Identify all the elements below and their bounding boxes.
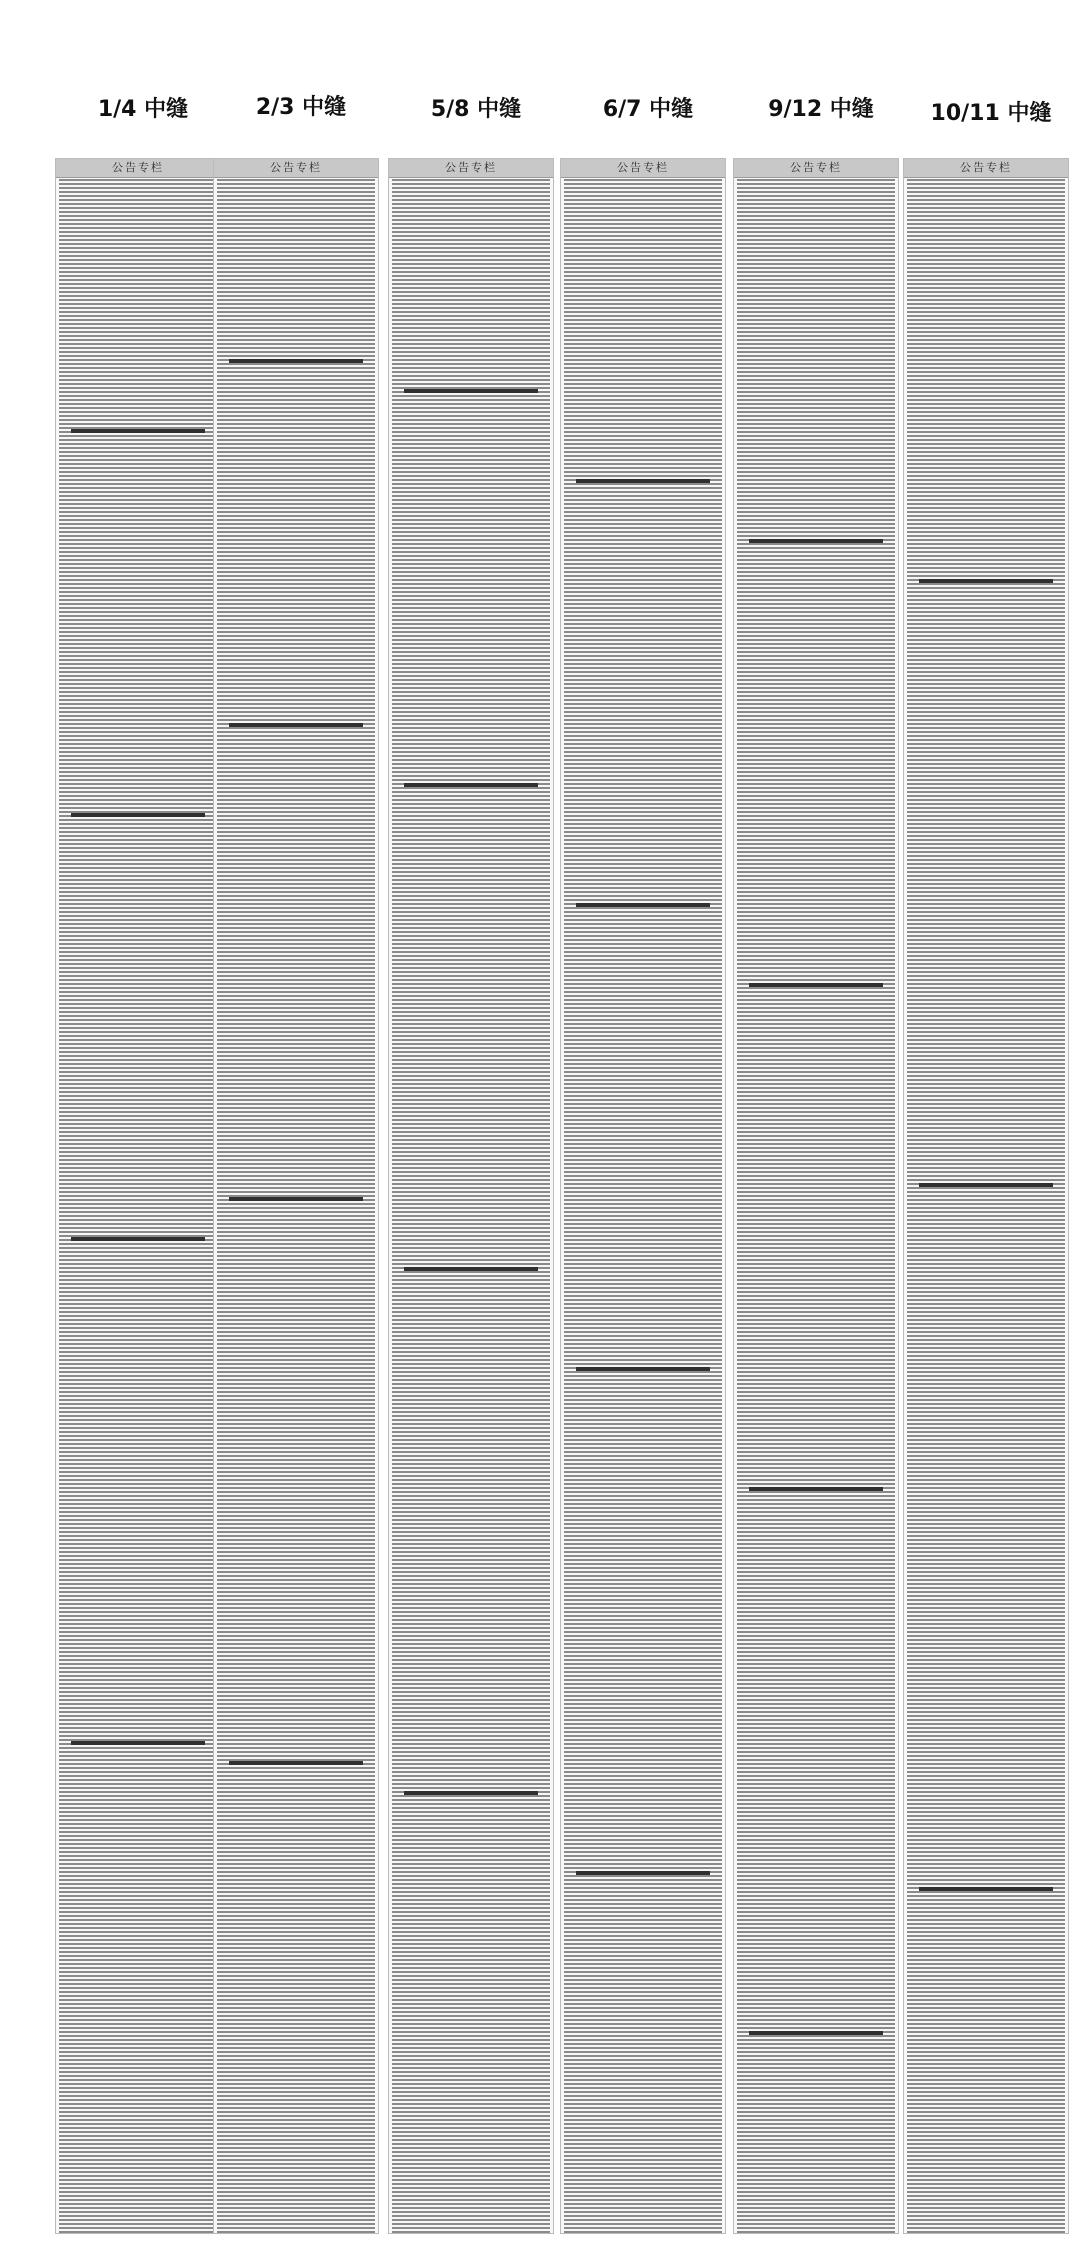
notice-text-block	[217, 179, 375, 2233]
court-heading	[749, 983, 883, 987]
column-2-3	[213, 0, 389, 2254]
notice-page	[55, 158, 221, 2234]
court-heading	[71, 429, 205, 433]
notice-banner: 公告专栏	[734, 159, 898, 178]
notice-banner: 公告专栏	[561, 159, 725, 178]
column-5-8	[388, 0, 564, 2254]
court-heading	[576, 1871, 710, 1875]
court-heading	[576, 1367, 710, 1371]
notice-text-block	[564, 179, 722, 2233]
court-heading	[919, 579, 1053, 583]
notice-text-block	[907, 179, 1065, 2233]
court-heading	[576, 903, 710, 907]
court-heading	[71, 1741, 205, 1745]
court-heading	[229, 1197, 363, 1201]
column-1-4	[55, 0, 231, 2254]
notice-banner: 公告专栏	[214, 159, 378, 178]
notice-banner: 公告专栏	[904, 159, 1068, 178]
court-heading	[71, 1237, 205, 1241]
notice-text-block	[59, 179, 217, 2233]
column-10-11	[903, 0, 1079, 2254]
court-heading	[919, 1887, 1053, 1891]
column-header: 5/8 中缝	[430, 97, 522, 122]
notice-page	[388, 158, 554, 2234]
court-heading	[404, 389, 538, 393]
notice-text-block	[737, 179, 895, 2233]
court-heading	[229, 1761, 363, 1765]
column-header: 6/7 中缝	[602, 97, 694, 122]
notice-page	[213, 158, 379, 2234]
notice-page	[903, 158, 1069, 2234]
court-heading	[576, 479, 710, 483]
column-header: 9/12 中缝	[768, 97, 874, 122]
court-heading	[404, 1791, 538, 1795]
column-6-7	[560, 0, 736, 2254]
court-heading	[229, 359, 363, 363]
column-header: 2/3 中缝	[255, 95, 347, 120]
court-heading	[749, 539, 883, 543]
court-heading	[404, 1267, 538, 1271]
notice-banner: 公告专栏	[56, 159, 220, 178]
court-heading	[229, 723, 363, 727]
court-heading	[404, 783, 538, 787]
court-heading	[71, 813, 205, 817]
notice-page	[733, 158, 899, 2234]
notice-text-block	[392, 179, 550, 2233]
column-9-12	[733, 0, 909, 2254]
column-header: 1/4 中缝	[97, 97, 189, 122]
column-header: 10/11 中缝	[930, 101, 1052, 126]
court-heading	[919, 1183, 1053, 1187]
court-heading	[749, 1487, 883, 1491]
notice-page	[560, 158, 726, 2234]
notice-banner: 公告专栏	[389, 159, 553, 178]
court-heading	[749, 2031, 883, 2035]
